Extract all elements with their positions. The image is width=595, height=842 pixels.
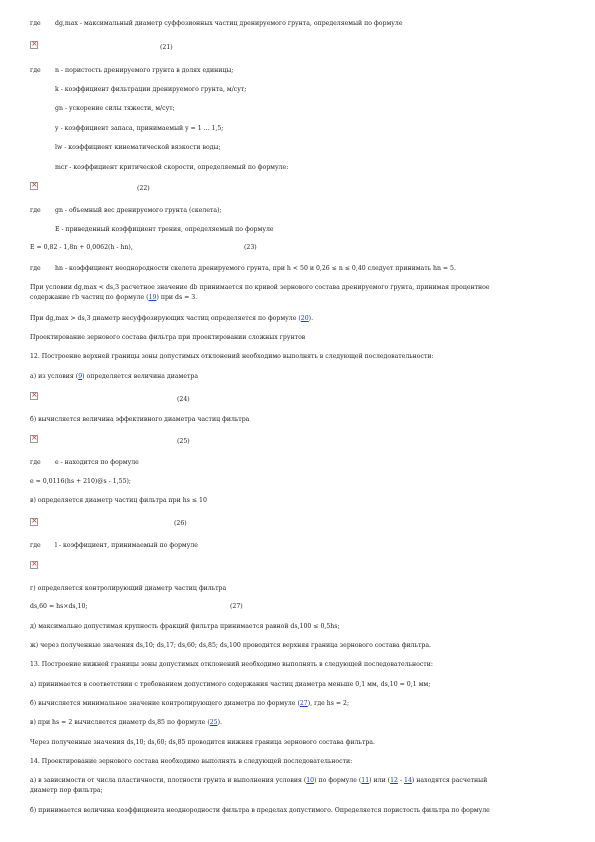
formula-link[interactable]: 11 [361,777,370,784]
text-line: содержание гb частиц по формуле (19) при ds = 3. [30,294,198,301]
text-line: lw - коэффициент кинематической вязкости воды; [55,144,221,151]
broken-image-icon [30,182,38,190]
equation-number: (27) [230,603,243,610]
text-line: mcr - коэффициент критической скорости, определяемый по формуле: [55,164,289,171]
text-line: При условии dg,max < ds,3 расчетное значение db принимается по кривой зернового состава дренируемого грунта, принимая процентное [30,284,490,291]
text-line: dg,max - максимальный диаметр суффозионных частиц дренируемого грунта, определяемый по формуле [55,20,403,27]
text-line: При dg,max > ds,3 диаметр несуффозирующих частиц определяется по формуле (20). [30,315,314,322]
equation-number: (26) [174,520,187,527]
formula-link[interactable]: 10 [306,777,315,784]
text-line: а) из условия (9) определяется величина диаметра [30,373,199,380]
formula-link[interactable]: 9 [78,373,83,380]
text-line: n - пористость дренируемого грунта в долях единицы; [55,67,234,74]
gde-label: где [30,207,41,214]
broken-image-icon [30,392,38,400]
equation-number: (24) [177,396,190,403]
text-line: г) определяется контролирующий диаметр частиц фильтра [30,585,227,592]
text-line: E - приведенный коэффициент трения, определяемый по формуле [55,226,274,233]
broken-image-icon [30,435,38,443]
formula-line: e = 0,0116(hs + 210)@s - 1,55); [30,478,132,485]
formula-link[interactable]: 12 [390,777,398,784]
formula-link[interactable]: 27 [299,700,308,707]
equation-number: (22) [137,185,150,192]
broken-image-icon [30,518,38,526]
text-line: e - находится по формуле [55,459,139,466]
text-line: в) определяется диаметр частиц фильтра при hs ≤ 10 [30,497,207,504]
text-line: а) принимается в соответствии с требованием допустимого содержания частиц диаметра меньше 0,1 мм, ds,10 = 0,1 мм; [30,681,431,688]
gde-label: где [30,67,41,74]
text-line: 14. Проектирование зернового состава необходимо выполнять в следующей последовательности: [30,758,353,765]
equation-number: (21) [160,44,173,51]
gde-label: где [30,265,41,272]
text-line: Через полученные значения ds,10; ds,60; ds,85 проводится нижняя граница зернового состава фильтра. [30,739,375,746]
text-line: 13. Построение нижней границы зоны допустимых отклонений необходимо выполнять в следующей последовательности: [30,661,433,668]
equation-number: (23) [244,244,257,251]
gde-label: где [30,20,41,27]
text-line: б) принимается величина коэффициента неоднородности фильтра в пределах допустимого. Определяется пористость фильтра по формуле [30,807,490,814]
formula-line: ds,60 = hs×ds,10; [30,603,88,610]
formula-link[interactable]: 14 [404,777,412,784]
text-line: hn - коэффициент неоднородности скелета дренируемого грунта, при h < 50 и 0,26 ≤ n ≤ 0,40 следует принимать hn = 5. [55,265,456,272]
formula-line: E = 0,82 - 1,8n + 0,0062(h - hn), [30,244,133,251]
gde-label: где [30,459,41,466]
text-line: l - коэффициент, принимаемый по формуле [55,542,198,549]
text-line: б) вычисляется величина эффективного диаметра частиц фильтра [30,416,250,423]
text-line: y - коэффициент запаса, принимаемый y = 1 ... 1,5; [55,125,224,132]
equation-number: (25) [177,438,190,445]
text-line: 12. Построение верхней границы зоны допустимых отклонений необходимо выполнять в следующей последовательности: [30,353,434,360]
text-line: д) максимально допустимая крупность фракций фильтра принимается равной ds,100 ≤ 0,5hs; [30,623,340,630]
formula-link[interactable]: 19 [148,294,157,301]
broken-image-icon [30,561,38,569]
text-line: ж) через полученные значения ds,10; ds,17; ds,60; ds,85; ds,100 проводится верхняя граница зернового состава фильтра. [30,642,431,649]
broken-image-icon [30,41,38,49]
text-line: а) в зависимости от числа пластичности, плотности грунта и выполнения условия (10) по формуле (11) или (12 - 14) находятся расчетный [30,777,488,784]
text-line: диаметр пор фильтра; [30,787,103,794]
text-line: б) вычисляется минимальное значение контролирующего диаметра по формуле (27), где hs = 2; [30,700,350,707]
formula-link[interactable]: 25 [209,719,218,726]
section-heading: Проектирование зернового состава фильтра при проектировании сложных грунтов [30,334,306,341]
text-line: k - коэффициент фильтрации дренируемого грунта, м/сут; [55,86,247,93]
text-line: в) при hs = 2 вычисляется диаметр ds,85 по формуле (25). [30,719,222,726]
formula-link[interactable]: 20 [300,315,309,322]
text-line: gn - объемный вес дренируемого грунта (скелета); [55,207,222,214]
text-line: gn - ускорение силы тяжести, м/сут; [55,105,175,112]
gde-label: где [30,542,41,549]
